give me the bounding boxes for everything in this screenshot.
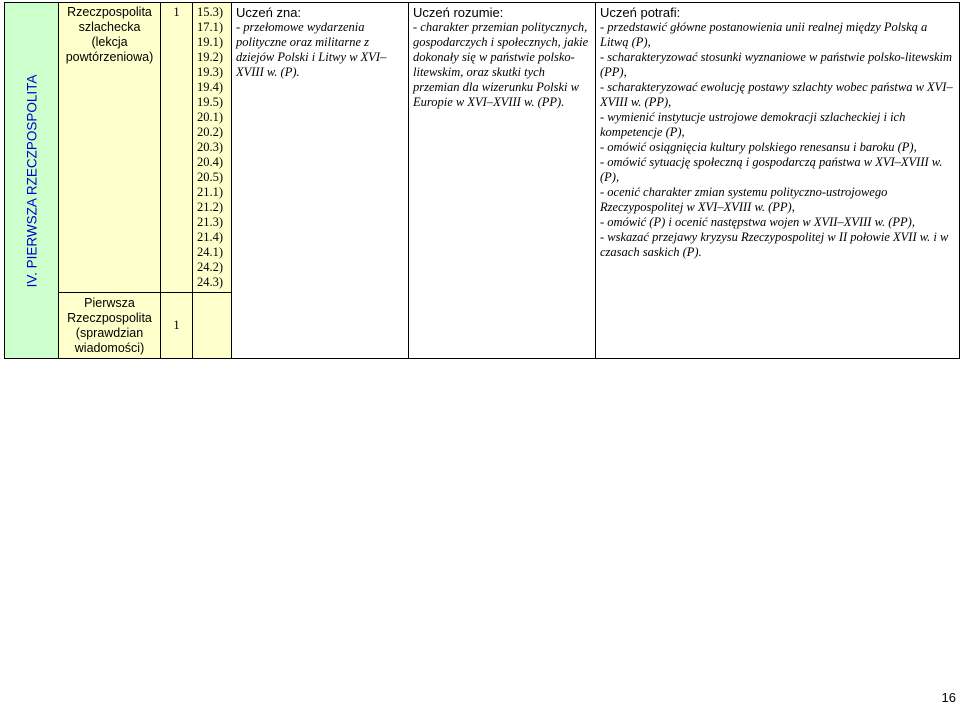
can-item: - omówić osiągnięcia kultury polskiego renesansu i baroku (P), <box>600 140 917 154</box>
can-item: - ocenić charakter zmian systemu polityczno-ustrojowego Rzeczypospolitej w XVI–XVIII w. (PP), <box>600 185 888 214</box>
can-item: - omówić sytuację społeczną i gospodarczą państwa w XVI–XVIII w. (P), <box>600 155 943 184</box>
ref-item: 19.3) <box>197 65 224 79</box>
ref-item: 21.3) <box>197 215 224 229</box>
knows-label: Uczeń zna: <box>236 5 302 20</box>
page-number: 16 <box>941 690 956 705</box>
ref-item: 24.3) <box>197 275 224 289</box>
curriculum-table <box>4 2 960 359</box>
refs-cell-empty <box>193 293 232 359</box>
ref-item: 20.5) <box>197 170 224 184</box>
ref-item: 15.3) <box>197 5 224 19</box>
ref-item: 21.2) <box>197 200 224 214</box>
topic-cell: Pierwsza Rzeczpospolita (sprawdzian wiadomości) <box>59 293 161 359</box>
topic-cell: Rzeczpospolita szlachecka (lekcja powtórzeniowa) <box>59 3 161 293</box>
can-item: - scharakteryzować ewolucję postawy szlachty wobec państwa w XVI–XVIII w. (PP), <box>600 80 953 109</box>
ref-item: 20.3) <box>197 140 224 154</box>
ref-item: 19.2) <box>197 50 224 64</box>
refs-cell <box>193 3 232 293</box>
ref-item: 24.1) <box>197 245 224 259</box>
can-label: Uczeń potrafi: <box>600 5 681 20</box>
hours-cell: 1 <box>161 293 193 359</box>
understands-item: - charakter przemian politycznych, gospodarczych i społecznych, jakie dokonały się w państwie polsko-litewskim, oraz skutki tych przemian dla wizerunku Polski w Europie w XVI–XVIII w. (PP). <box>413 20 589 109</box>
can-cell <box>596 3 960 359</box>
ref-item: 17.1) <box>197 20 224 34</box>
knows-item: - przełomowe wydarzenia polityczne oraz militarne z dziejów Polski i Litwy w XVI–XVIII w. (P). <box>236 20 387 79</box>
table-row <box>5 3 960 293</box>
understands-cell <box>409 3 596 359</box>
ref-item: 20.4) <box>197 155 224 169</box>
can-item: - wymienić instytucje ustrojowe demokracji szlacheckiej i ich kompetencje (P), <box>600 110 906 139</box>
section-cell <box>5 3 59 359</box>
ref-item: 24.2) <box>197 260 224 274</box>
ref-item: 19.1) <box>197 35 224 49</box>
can-item: - wskazać przejawy kryzysu Rzeczypospolitej w II połowie XVII w. i w czasach saskich (P). <box>600 230 949 259</box>
ref-item: 21.1) <box>197 185 224 199</box>
ref-item: 19.5) <box>197 95 224 109</box>
ref-item: 21.4) <box>197 230 224 244</box>
understands-label: Uczeń rozumie: <box>413 5 504 20</box>
knows-cell <box>232 3 409 359</box>
ref-item: 20.2) <box>197 125 224 139</box>
ref-item: 20.1) <box>197 110 224 124</box>
can-item: - przedstawić główne postanowienia unii realnej między Polską a Litwą (P), <box>600 20 928 49</box>
section-title: IV. PIERWSZA RZECZPOSPOLITA <box>24 74 39 287</box>
ref-item: 19.4) <box>197 80 224 94</box>
can-item: - scharakteryzować stosunki wyznaniowe w państwie polsko-litewskim (PP), <box>600 50 953 79</box>
hours-cell: 1 <box>161 3 193 293</box>
can-item: - omówić (P) i ocenić następstwa wojen w XVII–XVIII w. (PP), <box>600 215 915 229</box>
